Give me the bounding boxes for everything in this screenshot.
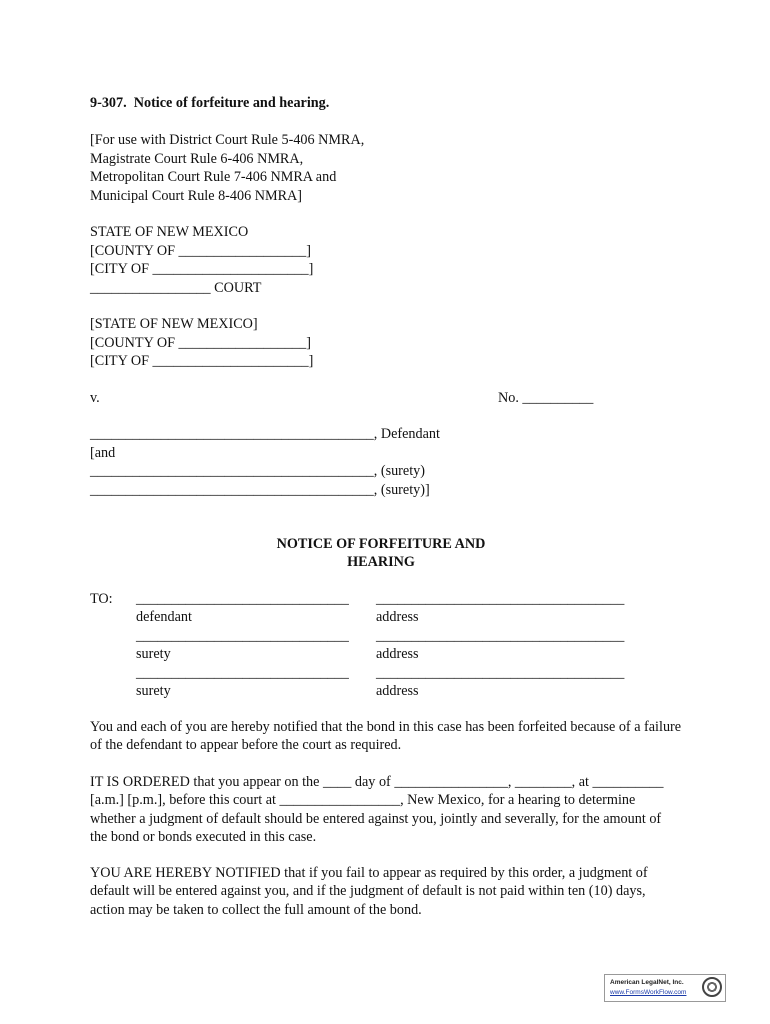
to-label: TO: [90, 591, 113, 607]
case-number: No. __________ [498, 390, 594, 406]
caption-line: [CITY OF ______________________] [90, 353, 314, 369]
usage-line: Metropolitan Court Rule 7-406 NMRA and [90, 169, 337, 185]
caption-line: [COUNTY OF __________________] [90, 334, 311, 351]
address-label: address [376, 609, 419, 625]
notice-title-line2: HEARING [347, 554, 415, 570]
blank-line: ___________________________________ [376, 665, 625, 681]
caption-line: [CITY OF ______________________] [90, 261, 314, 277]
caption-line: ________________________________________, (surety)] [90, 481, 430, 498]
blank-line: ______________________________ [136, 591, 349, 607]
caption-line: ________________________________________, (surety) [90, 463, 425, 479]
publisher-link[interactable]: www.FormsWorkFlow.com [610, 989, 687, 996]
hearing-order-paragraph: IT IS ORDERED that you appear on the ____ day of ________________, ________, at __________ [a.m.] [p.m.], before this court at _________________, New Mexico, for a hearing to determine whether a judgment of default should be entered against you, jointly and severally, for the amount of the bond or bonds executed in this case. [90, 774, 664, 846]
caption-line: [STATE OF NEW MEXICO] [90, 316, 258, 332]
address-label: address [376, 683, 419, 699]
forfeiture-paragraph: You and each of you are hereby notified that the bond in this case has been forfeited because of a failure of the defendant to appear before the court as required. [90, 719, 682, 754]
usage-line: Magistrate Court Rule 6-406 NMRA, [90, 150, 304, 167]
publisher-logo [604, 974, 726, 1002]
blank-line: ______________________________ [136, 628, 349, 644]
usage-line: [For use with District Court Rule 5-406 NMRA, [90, 132, 365, 148]
usage-line: Municipal Court Rule 8-406 NMRA] [90, 187, 303, 204]
default-warning-paragraph: YOU ARE HEREBY NOTIFIED that if you fail to appear as required by this order, a judgment of default will be entered against you, and if the judgment of default is not paid within ten (10) days, action may be taken to collect the full amount of the bond. [90, 865, 648, 918]
caption-line: [and [90, 444, 116, 461]
recipient-label: defendant [136, 609, 192, 625]
publisher-name: American LegalNet, Inc. [610, 979, 684, 986]
caption-line: ________________________________________, Defendant [90, 426, 440, 442]
recipient-label: surety [136, 646, 171, 662]
caption-line: _________________ COURT [90, 279, 262, 296]
caption-line: [COUNTY OF __________________] [90, 242, 311, 259]
versus-label: v. [90, 390, 100, 406]
caption-line: STATE OF NEW MEXICO [90, 224, 249, 240]
notice-title: NOTICE OF FORFEITURE AND [276, 536, 486, 552]
address-label: address [376, 646, 419, 662]
blank-line: ___________________________________ [376, 591, 625, 607]
recipient-label: surety [136, 683, 171, 699]
blank-line: ___________________________________ [376, 628, 625, 644]
seal-icon [702, 977, 722, 997]
blank-line: ______________________________ [136, 665, 349, 681]
form-heading: 9-307. Notice of forfeiture and hearing. [90, 95, 330, 111]
